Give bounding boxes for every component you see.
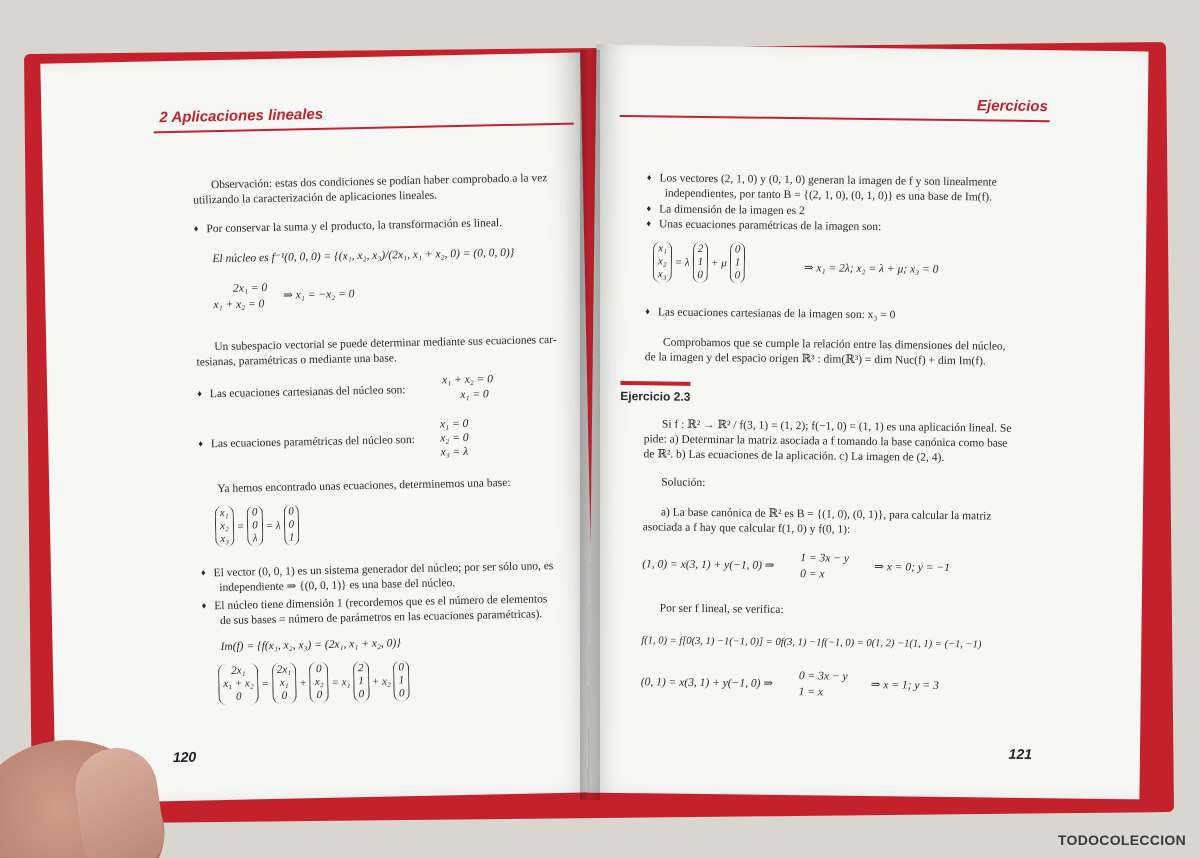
math-line: f(1, 0) = f[0(3, 1) −1(−1, 0)] = 0f(3, 1) −1f(−1, 0) = 0(1, 2) −1(1, 1) = (−1, −1) xyxy=(641,635,982,651)
math-line: x₁ + x₂ = 0 xyxy=(213,298,265,312)
math-line: ⇒ x₁ = −x₂ = 0 xyxy=(283,288,355,302)
math-line: 1 = 3x − y xyxy=(800,552,850,565)
math-line: x₃ = λ xyxy=(440,445,469,459)
math-line: x₁ + x₂ = 0 xyxy=(441,373,494,387)
matrix: 0 x₂ 0 xyxy=(309,662,329,703)
matrix: 2x₁ x₁ + x₂ 0 xyxy=(218,663,259,705)
text-line: Si f : ℝ² → ℝ² / f(3, 1) = (1, 2); f(−1, 0) = (1, 1) es una aplicación lineal. Se xyxy=(661,418,1012,435)
math-line: 0 = x xyxy=(800,568,825,581)
matrix: 0 0 λ xyxy=(247,505,263,546)
text-line: Solución: xyxy=(661,476,706,490)
text-line: Ya hemos encontrado unas ecuaciones, determinemos una base: xyxy=(217,476,511,496)
bullet-line: ♦ El núcleo tiene dimensión 1 (recordemos que es el número de elementos xyxy=(202,592,548,614)
matrix: 0 0 1 xyxy=(283,504,299,545)
right-header-rule xyxy=(620,115,1050,122)
left-page-header: 2 Aplicaciones lineales xyxy=(159,105,324,127)
math-line: 0 = 3x − y xyxy=(798,670,848,683)
bullet-line: ♦ Las ecuaciones paramétricas del núcleo son: xyxy=(198,433,415,453)
text-line: de ℝ². b) Las ecuaciones de la aplicación. c) La imagen de (2, 4). xyxy=(643,448,945,464)
math-line: 1 = x xyxy=(798,686,824,699)
bullet-line: ♦ Las ecuaciones cartesianas de la imagen son: x₃ = 0 xyxy=(645,305,895,323)
text-line: utilizando la caracterización de aplicaciones lineales. xyxy=(193,189,438,207)
matrix: x₁ x₂ x₃ xyxy=(653,241,672,282)
image-parametric-equation: x₁ x₂ x₃ = λ 2 1 0 + μ 0 1 0 xyxy=(650,241,749,283)
math-line: (1, 0) = x(3, 1) + y(−1, 0) ⇒ xyxy=(642,558,775,572)
right-page-number: 121 xyxy=(1008,745,1033,763)
text-line: Por ser f lineal, se verifica: xyxy=(659,602,784,616)
image-vector-equation: 2x₁ x₁ + x₂ 0 = 2x₁ x₁ 0 + 0 x₂ 0 = x₁ 2 1 0 + x₂ 0 1 0 xyxy=(215,660,413,705)
math-line: ⇒ x₁ = 2λ; x₂ = λ + μ; x₃ = 0 xyxy=(803,262,939,276)
text-line: de la imagen y del espacio origen ℝ³ : dim(ℝ³) = dim Nuc(f) + dim Im(f). xyxy=(644,351,986,368)
right-page xyxy=(587,45,1148,800)
bullet-line: ♦ Unas ecuaciones paramétricas de la imagen son: xyxy=(646,217,881,235)
bullet-line: ♦ Las ecuaciones cartesianas del núcleo son: xyxy=(197,383,406,402)
matrix: 2 1 0 xyxy=(692,242,708,283)
text-line: tesianas, paramétricas o mediante una base. xyxy=(196,352,397,369)
text-line: Observación: estas dos condiciones se podían haber comprobado a la vez xyxy=(210,172,548,192)
matrix: 0 1 0 xyxy=(393,660,409,701)
exercise-title: Ejercicio 2.3 xyxy=(620,388,691,404)
math-line: (0, 1) = x(3, 1) + y(−1, 0) ⇒ xyxy=(640,676,774,690)
bullet-line: ♦ Los vectores (2, 1, 0) y (0, 1, 0) generan la imagen de f y son linealmente xyxy=(647,171,997,190)
text-line: de sus bases = número de parámetros en las ecuaciones paramétricas). xyxy=(219,608,543,628)
matrix: 2 1 0 xyxy=(353,661,369,702)
math-line: ⇒ x = 1; y = 3 xyxy=(870,679,939,692)
book-gutter xyxy=(580,50,600,800)
text-line: Comprobamos que se cumple la relación entre las dimensiones del núcleo, xyxy=(662,336,1006,353)
exercise-bar xyxy=(620,381,690,386)
text-line: asociada a f hay que calcular f(1, 0) y f(0, 1): xyxy=(642,521,851,536)
basis-vector-equation: x₁ x₂ x₃ = 0 0 λ = λ 0 0 1 xyxy=(212,504,303,547)
bullet-line: ♦ Por conservar la suma y el producto, la transformación es lineal. xyxy=(194,216,503,237)
left-page xyxy=(40,52,595,803)
text-line: independientes, por tanto B = {(2, 1, 0), (0, 1, 0)} es una base de Im(f). xyxy=(664,187,993,204)
matrix: x₁ x₂ x₃ xyxy=(215,506,235,547)
math-line: El núcleo es f⁻¹(0, 0, 0) = {(x₁, x₂, x₃)/(2x₁, x₁ + x₂, 0) = (0, 0, 0)} xyxy=(212,246,515,266)
math-line: x₁ = 0 xyxy=(439,417,469,431)
right-page-header: Ejercicios xyxy=(976,97,1048,116)
left-page-number: 120 xyxy=(172,748,197,766)
math-line: ⇒ x = 0; y = −1 xyxy=(874,561,951,575)
matrix: 2x₁ x₁ 0 xyxy=(272,663,297,704)
math-line: Im(f) = {f(x₁, x₂, x₃) = (2x₁, x₁ + x₂, 0)} xyxy=(220,637,402,654)
bullet-line: ♦ La dimensión de la imagen es 2 xyxy=(646,202,804,219)
text-line: Un subespacio vectorial se puede determinar mediante sus ecuaciones car- xyxy=(214,333,557,354)
matrix: 0 1 0 xyxy=(730,242,746,283)
math-line: 2x₁ = 0 xyxy=(232,282,268,295)
math-line: x₁ = 0 xyxy=(460,388,489,402)
watermark: TODOCOLECCION xyxy=(1057,832,1186,848)
math-line: x₂ = 0 xyxy=(440,431,469,445)
text-line: pide: a) Determinar la matriz asociada a f tomando la base canónica como base xyxy=(643,433,1008,450)
text-line: a) La base canónica de ℝ² es B = {(1, 0), (0, 1)}, para calcular la matriz xyxy=(660,506,992,523)
bullet-line: ♦ El vector (0, 0, 1) es un sistema generador del núcleo; por ser sólo uno, es xyxy=(201,559,554,581)
text-line: independiente ⇒ {(0, 0, 1)} es una base del núcleo. xyxy=(219,577,456,595)
